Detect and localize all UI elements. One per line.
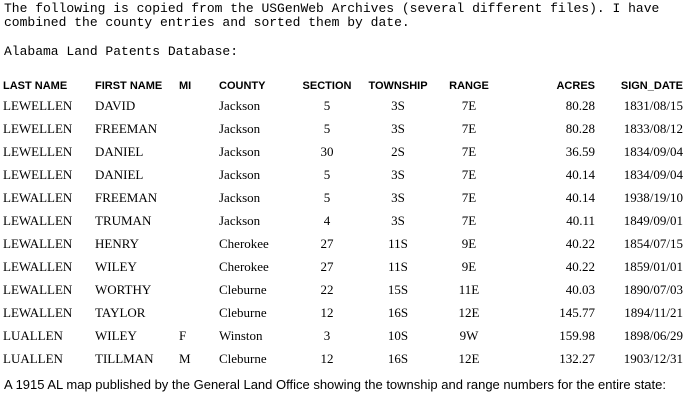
- cell-first-name: HENRY: [95, 235, 140, 251]
- cell-mi: [179, 232, 219, 255]
- cell-township: 3S: [391, 189, 405, 205]
- cell-sign-date: 1833/08/12: [623, 120, 683, 136]
- cell-range: 9E: [461, 235, 477, 251]
- cell-mi: [179, 209, 219, 232]
- cell-last-name: LEWALLEN: [3, 304, 73, 320]
- cell-county: Cherokee: [219, 258, 269, 274]
- cell-section: 3: [323, 327, 331, 343]
- cell-range: 12E: [458, 350, 480, 366]
- cell-first-name: FREEMAN: [95, 120, 158, 136]
- table-row: [3, 186, 683, 209]
- cell-acres: 132.27: [559, 350, 595, 366]
- cell-section: 12: [320, 350, 334, 366]
- cell-last-name: LUALLEN: [3, 350, 63, 366]
- cell-section: 12: [320, 304, 334, 320]
- cell-county: Winston: [219, 327, 263, 343]
- cell-township: 10S: [387, 327, 409, 343]
- cell-first-name: DANIEL: [95, 143, 144, 159]
- header-section: SECTION: [302, 79, 352, 92]
- cell-county: Jackson: [219, 166, 261, 182]
- cell-section: 5: [323, 97, 331, 113]
- cell-mi: [179, 140, 219, 163]
- cell-township: 3S: [391, 120, 405, 136]
- cell-last-name: LUALLEN: [3, 327, 63, 343]
- cell-county: Cleburne: [219, 304, 267, 320]
- cell-range: 7E: [461, 120, 477, 136]
- cell-township: 2S: [391, 143, 405, 159]
- cell-township: 11S: [388, 258, 408, 274]
- header-acres: ACRES: [556, 79, 595, 92]
- cell-sign-date: 1938/19/10: [623, 189, 683, 205]
- cell-range: 9E: [461, 258, 477, 274]
- cell-section: 5: [323, 189, 331, 205]
- cell-mi: [179, 301, 219, 324]
- cell-mi: [179, 186, 219, 209]
- cell-acres: 36.59: [565, 143, 595, 159]
- cell-last-name: LEWALLEN: [3, 235, 73, 251]
- cell-sign-date: 1849/09/01: [623, 212, 683, 228]
- cell-sign-date: 1854/07/15: [623, 235, 683, 251]
- cell-acres: 80.28: [565, 120, 595, 136]
- cell-section: 30: [320, 143, 334, 159]
- header-county: COUNTY: [219, 79, 266, 92]
- table-row: [3, 117, 683, 140]
- land-patents-table: [3, 77, 683, 370]
- cell-range: 11E: [458, 281, 480, 297]
- cell-sign-date: 1894/11/21: [624, 304, 683, 320]
- cell-mi: F: [179, 327, 187, 343]
- cell-township: 3S: [391, 212, 405, 228]
- header-sign-date: SIGN_DATE: [620, 79, 683, 92]
- cell-first-name: TRUMAN: [95, 212, 152, 228]
- cell-first-name: TAYLOR: [95, 304, 146, 320]
- table-row: [3, 255, 683, 278]
- table-row: [3, 324, 683, 347]
- cell-range: 9W: [459, 327, 479, 343]
- table-row: [3, 347, 683, 370]
- cell-acres: 40.22: [565, 258, 595, 274]
- intro-text: [4, 2, 690, 30]
- cell-township: 11S: [388, 235, 408, 251]
- cell-acres: 40.14: [565, 166, 595, 182]
- cell-range: 12E: [458, 304, 480, 320]
- table-row: [3, 232, 683, 255]
- cell-mi: [179, 255, 219, 278]
- cell-range: 7E: [461, 212, 477, 228]
- cell-county: Jackson: [219, 212, 261, 228]
- table-row: [3, 163, 683, 186]
- cell-range: 7E: [461, 143, 477, 159]
- table-row: [3, 140, 683, 163]
- header-range: RANGE: [449, 79, 489, 92]
- cell-first-name: WILEY: [95, 258, 137, 274]
- cell-first-name: WILEY: [95, 327, 137, 343]
- cell-county: Cleburne: [219, 350, 267, 366]
- intro-line-1: The following is copied from the USGenWeb Archives (several different files). I have: [4, 1, 660, 16]
- cell-township: 16S: [387, 350, 409, 366]
- cell-acres: 40.03: [565, 281, 595, 297]
- cell-last-name: LEWALLEN: [3, 189, 73, 205]
- cell-county: Cherokee: [219, 235, 269, 251]
- cell-first-name: DAVID: [95, 97, 136, 113]
- cell-section: 27: [320, 258, 334, 274]
- cell-township: 3S: [391, 166, 405, 182]
- cell-township: 15S: [387, 281, 409, 297]
- header-last-name: LAST NAME: [3, 79, 68, 92]
- cell-acres: 159.98: [559, 327, 595, 343]
- cell-section: 4: [323, 212, 331, 228]
- cell-acres: 145.77: [559, 304, 595, 320]
- cell-county: Jackson: [219, 143, 261, 159]
- cell-township: 16S: [387, 304, 409, 320]
- header-township: TOWNSHIP: [368, 79, 428, 92]
- header-mi: MI: [179, 79, 192, 92]
- cell-sign-date: 1898/06/29: [623, 327, 683, 343]
- cell-sign-date: 1831/08/15: [623, 97, 683, 113]
- table-row: [3, 209, 683, 232]
- cell-first-name: WORTHY: [95, 281, 152, 297]
- cell-county: Jackson: [219, 189, 261, 205]
- cell-acres: 40.22: [565, 235, 595, 251]
- cell-county: Cleburne: [219, 281, 267, 297]
- table-body: [3, 94, 683, 370]
- table-row: [3, 94, 683, 117]
- cell-mi: [179, 117, 219, 140]
- table-row: [3, 301, 683, 324]
- cell-last-name: LEWELLEN: [3, 143, 73, 159]
- cell-sign-date: 1834/09/04: [623, 166, 683, 182]
- table-header-row: [3, 77, 683, 94]
- cell-last-name: LEWELLEN: [3, 97, 73, 113]
- cell-range: 7E: [461, 189, 477, 205]
- cell-first-name: DANIEL: [95, 166, 144, 182]
- cell-sign-date: 1903/12/31: [623, 350, 683, 366]
- header-first-name: FIRST NAME: [95, 79, 163, 92]
- cell-mi: [179, 94, 219, 117]
- cell-first-name: FREEMAN: [95, 189, 158, 205]
- cell-first-name: TILLMAN: [95, 350, 154, 366]
- cell-last-name: LEWELLEN: [3, 120, 73, 136]
- cell-range: 7E: [461, 97, 477, 113]
- cell-mi: [179, 278, 219, 301]
- cell-mi: M: [179, 350, 191, 366]
- cell-sign-date: 1890/07/03: [623, 281, 683, 297]
- table-row: [3, 278, 683, 301]
- cell-mi: [179, 163, 219, 186]
- cell-county: Jackson: [219, 120, 261, 136]
- cell-last-name: LEWALLEN: [3, 281, 73, 297]
- cell-sign-date: 1834/09/04: [623, 143, 683, 159]
- cell-county: Jackson: [219, 97, 261, 113]
- cell-section: 27: [320, 235, 334, 251]
- intro-line-2: combined the county entries and sorted them by date.: [4, 15, 410, 30]
- map-caption: A 1915 AL map published by the General Land Office showing the township and range numbers for the entire state:: [4, 377, 666, 392]
- database-title: Alabama Land Patents Database:: [4, 44, 239, 59]
- cell-range: 7E: [461, 166, 477, 182]
- cell-acres: 80.28: [565, 97, 595, 113]
- cell-sign-date: 1859/01/01: [623, 258, 683, 274]
- cell-section: 5: [323, 166, 331, 182]
- cell-last-name: LEWALLEN: [3, 212, 73, 228]
- cell-acres: 40.11: [566, 212, 595, 228]
- cell-section: 5: [323, 120, 331, 136]
- cell-section: 22: [320, 281, 334, 297]
- cell-last-name: LEWELLEN: [3, 166, 73, 182]
- cell-township: 3S: [391, 97, 405, 113]
- cell-last-name: LEWALLEN: [3, 258, 73, 274]
- cell-acres: 40.14: [565, 189, 595, 205]
